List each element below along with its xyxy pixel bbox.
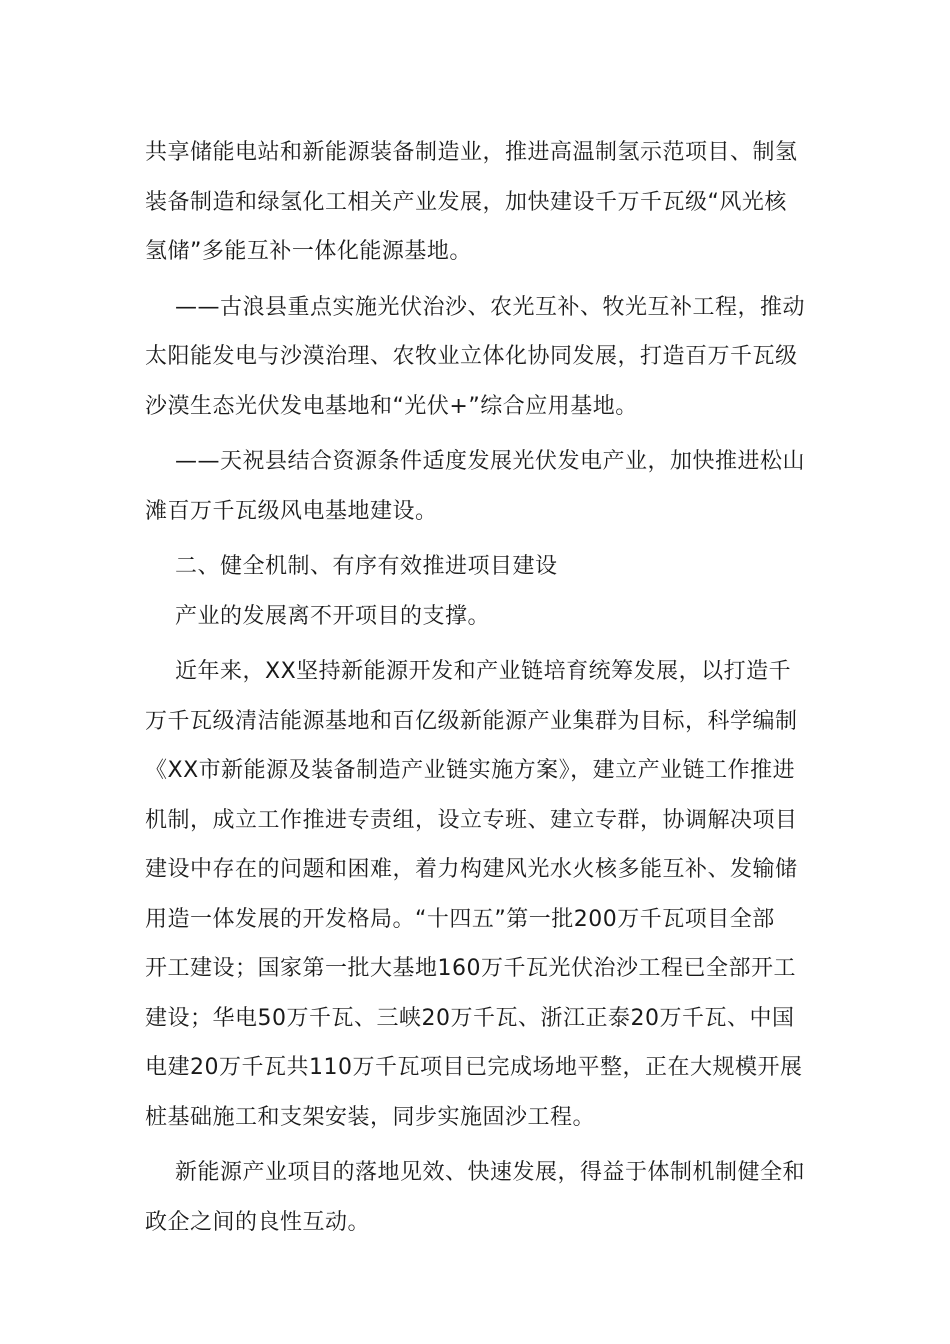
text-line: 开工建设；国家第一批大基地160万千瓦光伏治沙工程已全部开工 bbox=[145, 956, 796, 981]
text-line: 共享储能电站和新能源装备制造业，推进高温制氢示范项目、制氢 bbox=[145, 140, 798, 165]
text-line: 建设中存在的问题和困难，着力构建风光水火核多能互补、发输储 bbox=[145, 857, 798, 882]
text-line: 《XX市新能源及装备制造产业链实施方案》，建立产业链工作推进 bbox=[145, 758, 796, 783]
text-line: 电建20万千瓦共110万千瓦项目已完成场地平整，正在大规模开展 bbox=[145, 1055, 803, 1080]
text-line: 建设；华电50万千瓦、三峡20万千瓦、浙江正泰20万千瓦、中国 bbox=[145, 1005, 795, 1031]
text-line: 氢储”多能互补一体化能源基地。 bbox=[145, 239, 472, 264]
text-line: 沙漠生态光伏发电基地和“光伏+”综合应用基地。 bbox=[145, 393, 638, 419]
text-line: 滩百万千瓦级风电基地建设。 bbox=[145, 498, 438, 524]
document-body bbox=[145, 128, 810, 1247]
text-line: 万千瓦级清洁能源基地和百亿级新能源产业集群为目标，科学编制 bbox=[145, 708, 798, 734]
text-line: 桩基础施工和支架安装，同步实施固沙工程。 bbox=[145, 1104, 596, 1130]
text-line: 政企之间的良性互动。 bbox=[145, 1209, 371, 1235]
text-line: 用造一体发展的开发格局。“十四五”第一批200万千瓦项目全部 bbox=[145, 906, 775, 932]
text-line: 产业的发展离不开项目的支撑。 bbox=[175, 603, 491, 629]
text-line: 装备制造和绿氢化工相关产业发展，加快建设千万千瓦级“风光核 bbox=[145, 189, 787, 215]
text-line: ——古浪县重点实施光伏治沙、农光互补、牧光互补工程，推动 bbox=[175, 294, 806, 320]
text-line: 近年来，XX坚持新能源开发和产业链培育统筹发展，以打造千 bbox=[175, 659, 792, 684]
text-line: 太阳能发电与沙漠治理、农牧业立体化协同发展，打造百万千瓦级 bbox=[145, 344, 798, 369]
section-heading: 二、健全机制、有序有效推进项目建设 bbox=[175, 554, 558, 579]
text-line: 新能源产业项目的落地见效、快速发展，得益于体制机制健全和 bbox=[175, 1160, 806, 1185]
text-line: 机制，成立工作推进专责组，设立专班、建立专群，协调解决项目 bbox=[145, 807, 798, 833]
text-line: ——天祝县结合资源条件适度发展光伏发电产业，加快推进松山 bbox=[175, 449, 806, 474]
